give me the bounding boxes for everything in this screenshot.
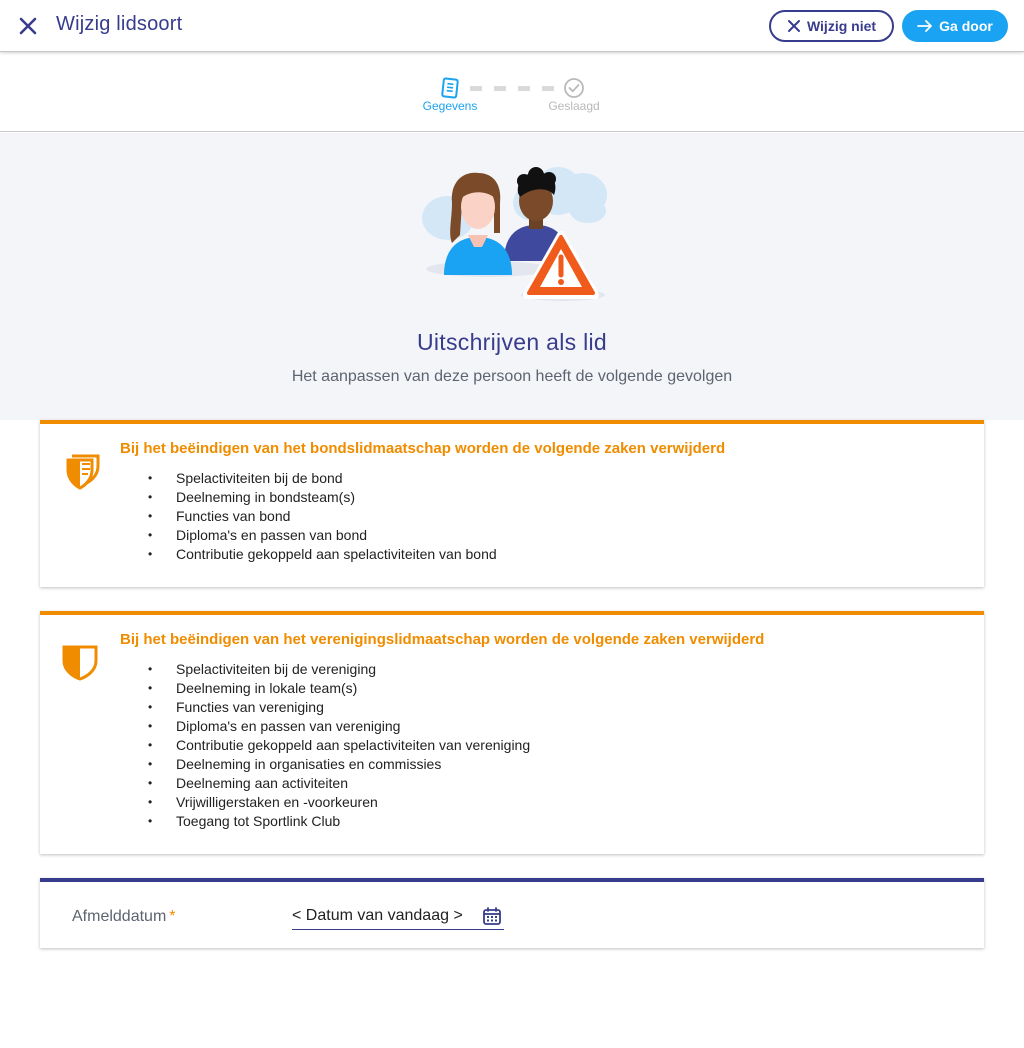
date-input[interactable] bbox=[292, 904, 504, 930]
page-title: Wijzig lidsoort bbox=[56, 13, 183, 35]
stepper bbox=[0, 53, 1024, 132]
step-label: Geslaagd bbox=[548, 99, 600, 113]
step-geslaagd bbox=[534, 77, 614, 113]
close-icon bbox=[787, 19, 801, 33]
list-item: • Functies van bond bbox=[148, 507, 497, 526]
list-item: • Spelactiviteiten bij de vereniging bbox=[148, 660, 530, 679]
shield-icon bbox=[60, 639, 102, 681]
top-bar bbox=[0, 0, 1024, 52]
list-item: • Diploma's en passen van bond bbox=[148, 526, 497, 545]
calendar-icon[interactable] bbox=[482, 906, 502, 926]
list-item: • Functies van vereniging bbox=[148, 698, 530, 717]
step-label: Gegevens bbox=[422, 99, 478, 113]
deregistration-date-card bbox=[40, 878, 984, 948]
hero-subtitle: Het aanpassen van deze persoon heeft de volgende gevolgen bbox=[291, 368, 733, 385]
hero-section bbox=[0, 133, 1024, 420]
double-shield-icon bbox=[60, 448, 102, 490]
step-divider bbox=[494, 86, 506, 91]
list-item: • Contributie gekoppeld aan spelactiviteiten van vereniging bbox=[148, 736, 530, 755]
step-divider bbox=[518, 86, 530, 91]
date-input-value: < Datum van vandaag > bbox=[292, 907, 463, 924]
close-icon[interactable] bbox=[16, 14, 40, 38]
hero-title: Uitschrijven als lid bbox=[416, 329, 608, 355]
continue-button[interactable] bbox=[902, 10, 1008, 42]
card-heading: Bij het beëindigen van het verenigingslidmaatschap worden de volgende zaken verwijderd bbox=[120, 631, 765, 648]
step-gegevens bbox=[410, 77, 490, 113]
people-warning-illustration bbox=[418, 163, 612, 305]
date-label bbox=[72, 908, 176, 926]
step-divider bbox=[470, 86, 482, 91]
arrow-right-icon bbox=[917, 19, 933, 33]
removed-items-list bbox=[148, 469, 497, 564]
cancel-button-label: Wijzig niet bbox=[806, 18, 877, 34]
card-heading: Bij het beëindigen van het bondslidmaatschap worden de volgende zaken verwijderd bbox=[120, 440, 726, 457]
bond-membership-card bbox=[40, 420, 984, 587]
check-circle-icon bbox=[563, 77, 585, 99]
list-item: • Deelneming in bondsteam(s) bbox=[148, 488, 497, 507]
list-item: • Vrijwilligerstaken en -voorkeuren bbox=[148, 793, 530, 812]
list-item: • Contributie gekoppeld aan spelactiviteiten van bond bbox=[148, 545, 497, 564]
list-item: • Deelneming in organisaties en commissies bbox=[148, 755, 530, 774]
list-item: • Toegang tot Sportlink Club bbox=[148, 812, 530, 831]
club-membership-card bbox=[40, 611, 984, 854]
list-item: • Deelneming in lokale team(s) bbox=[148, 679, 530, 698]
list-item: • Spelactiviteiten bij de bond bbox=[148, 469, 497, 488]
continue-button-label: Ga door bbox=[939, 18, 993, 34]
removed-items-list bbox=[148, 660, 530, 831]
date-label-text: Afmelddatum bbox=[72, 908, 167, 925]
list-item: • Deelneming aan activiteiten bbox=[148, 774, 530, 793]
form-icon bbox=[441, 77, 459, 99]
list-item: • Diploma's en passen van vereniging bbox=[148, 717, 530, 736]
cancel-button[interactable] bbox=[769, 10, 894, 42]
required-marker: * bbox=[169, 908, 176, 925]
